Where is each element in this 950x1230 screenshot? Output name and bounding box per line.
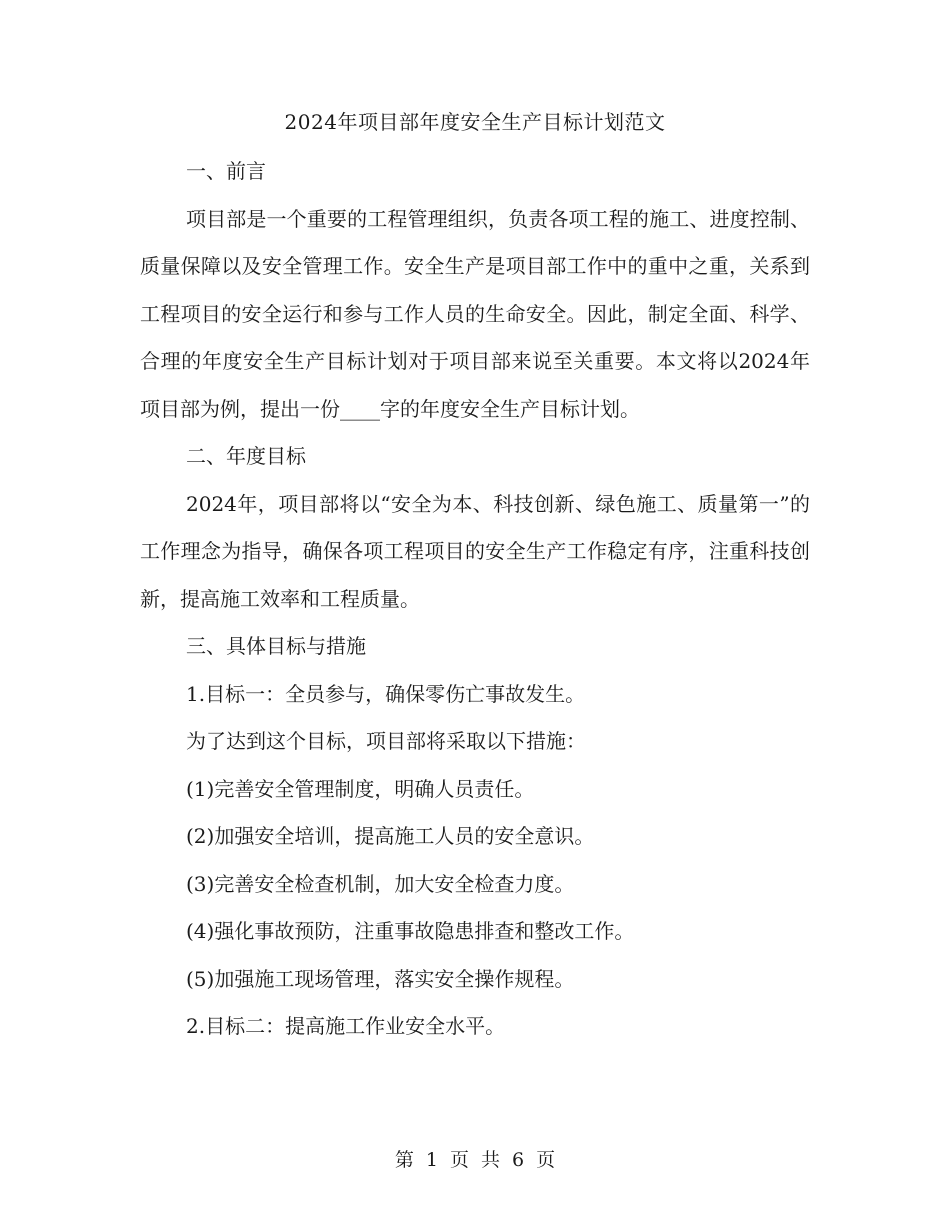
section-heading-annual-goal: 二、年度目标 — [186, 444, 306, 468]
paragraph-annual-goal: 2024年，项目部将以“安全为本、科技创新、绿色施工、质量第一”的工作理念为指导，确保各项工程项目的安全生产工作稳定有序，注重科技创新，提高施工效率和工程质量。 — [140, 491, 810, 611]
goal-two: 2.目标二：提高施工作业安全水平。 — [186, 1014, 506, 1038]
document-title: 2024年项目部年度安全生产目标计划范文 — [284, 110, 666, 134]
goal-one: 1.目标一：全员参与，确保零伤亡事故发生。 — [186, 681, 586, 706]
measure-item: (3)完善安全检查机制，加大安全检查力度。 — [186, 871, 575, 896]
measure-item: (1)完善安全管理制度，明确人员责任。 — [186, 776, 535, 801]
measure-item: (5)加强施工现场管理，落实安全操作规程。 — [186, 966, 575, 991]
document-body — [140, 148, 810, 1051]
measure-item: (4)强化事故预防，注重事故隐患排查和整改工作。 — [186, 919, 635, 943]
section-heading-goals-measures: 三、具体目标与措施 — [186, 634, 366, 658]
section-heading-preface: 一、前言 — [186, 159, 266, 183]
paragraph-intro: 项目部是一个重要的工程管理组织，负责各项工程的施工、进度控制、质量保障以及安全管理工作。安全生产是项目部工作中的重中之重，关系到工程项目的安全运行和参与工作人员的生命安全。因此，制定全面、科学、合理的年度安全生产目标计划对于项目部来说至关重要。本文将以2024年项目部为例，提出一份____字的年度安全生产目标计划。 — [140, 206, 810, 421]
measures-intro: 为了达到这个目标，项目部将采取以下措施： — [186, 729, 586, 753]
page-number-footer: 第 1 页 共 6 页 — [394, 1149, 556, 1171]
measure-item: (2)加强安全培训，提高施工人员的安全意识。 — [186, 824, 595, 848]
